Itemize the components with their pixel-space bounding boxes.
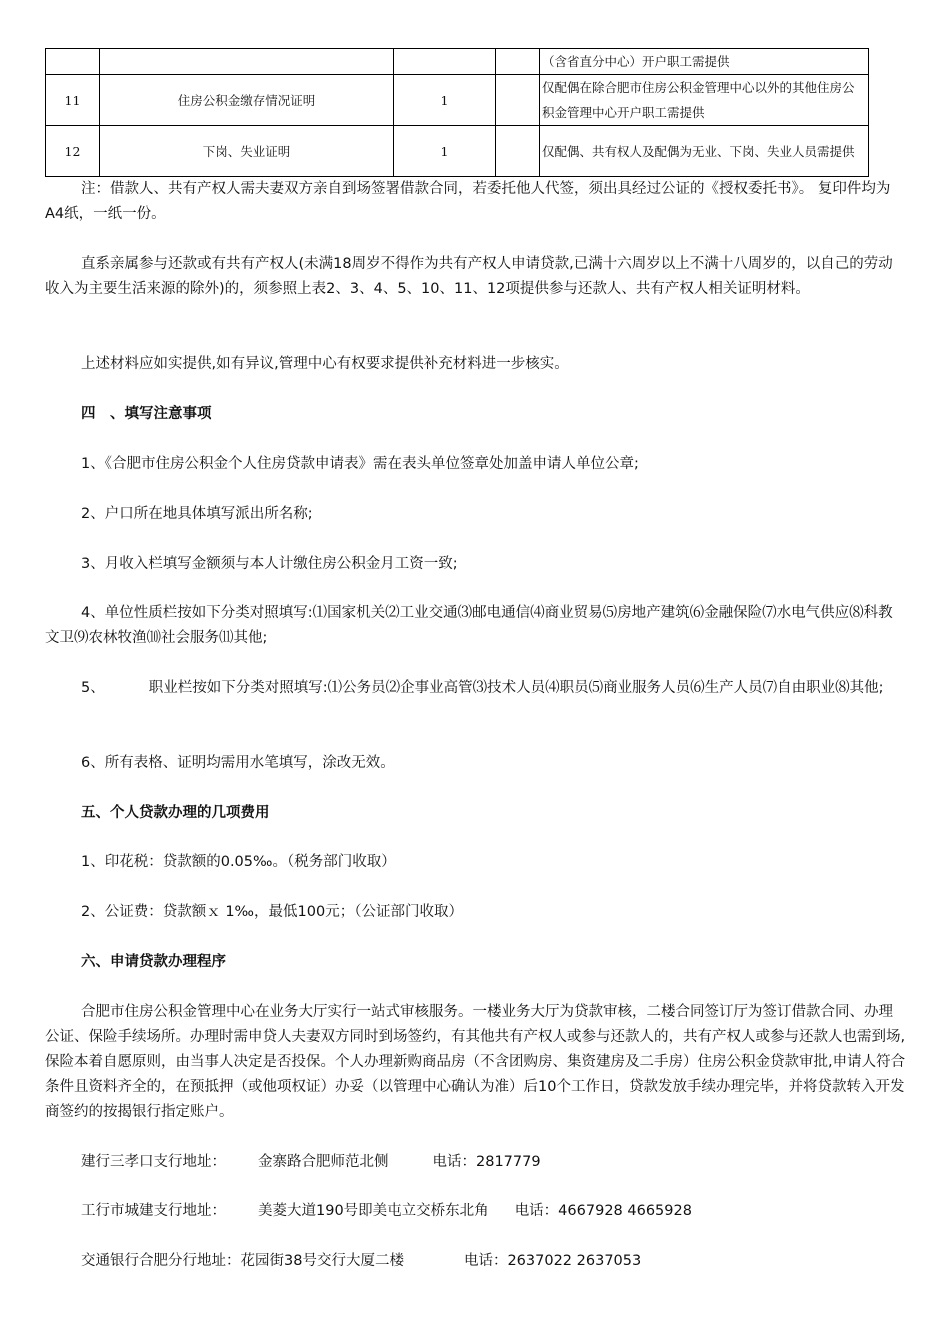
section-4-item-3: 3、月收入栏填写金额须与本人计缴住房公积金月工资一致; xyxy=(81,556,458,572)
section-5-heading: 五、个人贷款办理的几项费用 xyxy=(81,805,270,821)
bank-address: 金寨路合肥师范北侧 xyxy=(258,1154,389,1170)
bank-line xyxy=(45,1150,907,1175)
document-count: 1 xyxy=(394,75,496,126)
bank-label: 工行市城建支行地址： xyxy=(81,1203,226,1219)
section-5-item-1: 1、印花税：贷款额的0.05‰。（税务部门收取） xyxy=(81,854,396,870)
signing-note: 注：借款人、共有产权人需夫妻双方亲自到场签署借款合同，若委托他人代签，须出具经过公证的《授权委托书》。 复印件均为A4纸，一纸一份。 xyxy=(45,181,891,222)
document-name: 下岗、失业证明 xyxy=(100,126,394,177)
table-row xyxy=(46,75,869,126)
verification-paragraph: 上述材料应如实提供,如有异议,管理中心有权要求提供补充材料进一步核实。 xyxy=(81,356,569,372)
bank-line xyxy=(45,1199,907,1224)
section-5-item-2: 2、公证费：贷款额ｘ 1‰，最低100元；（公证部门收取） xyxy=(81,904,463,920)
table-row xyxy=(46,49,869,75)
bank-phone: 电话：2817779 xyxy=(432,1154,541,1170)
bank-phone: 电话：2637022 2637053 xyxy=(463,1253,642,1269)
document-note: 仅配偶在除合肥市住房公积金管理中心以外的其他住房公积金管理中心开户职工需提供 xyxy=(540,75,869,126)
table-row xyxy=(46,126,869,177)
section-4-heading: 四 、填写注意事项 xyxy=(81,406,212,422)
document-name: 住房公积金缴存情况证明 xyxy=(100,75,394,126)
extra-cell xyxy=(496,49,540,75)
section-4-item-1: 1、《合肥市住房公积金个人住房贷款申请表》需在表头单位签章处加盖申请人单位公章; xyxy=(81,456,639,472)
section-4-item-6: 6、所有表格、证明均需用水笔填写，涂改无效。 xyxy=(81,755,395,771)
section-6-heading: 六、申请贷款办理程序 xyxy=(81,954,226,970)
row-number: 11 xyxy=(46,75,100,126)
bank-phone: 电话：4667928 4665928 xyxy=(514,1203,692,1219)
section-4-item-5 xyxy=(45,676,907,701)
section-4-item-5-text: 职业栏按如下分类对照填写:⑴公务员⑵企事业高管⑶技术人员⑷职员⑸商业服务人员⑹生产人员⑺自由职业⑻其他; xyxy=(148,680,884,696)
requirements-table xyxy=(45,48,869,177)
document-count: 1 xyxy=(394,126,496,177)
bank-address: 花园街38号交行大厦二楼 xyxy=(240,1253,404,1269)
bank-label: 交通银行合肥分行地址： xyxy=(81,1253,241,1269)
extra-cell xyxy=(496,126,540,177)
document-name xyxy=(100,49,394,75)
section-4-item-2: 2、户口所在地具体填写派出所名称; xyxy=(81,506,313,522)
relatives-paragraph: 直系亲属参与还款或有共有产权人(未满18周岁不得作为共有产权人申请贷款,已满十六周岁以上不满十八周岁的，以自己的劳动收入为主要生活来源的除外)的，须参照上表2、3、4、5、10、11、12项提供参与还款人、共有产权人相关证明材料。 xyxy=(45,256,893,297)
section-4-item-5-number: 5、 xyxy=(81,680,105,696)
row-number: 12 xyxy=(46,126,100,177)
section-6-body: 合肥市住房公积金管理中心在业务大厅实行一站式审核服务。一楼业务大厅为贷款审核，二楼合同签订厅为签订借款合同、办理公证、保险手续场所。办理时需申贷人夫妻双方同时到场签约，有其他共有产权人或参与还款人的，共有产权人或参与还款人也需到场,保险本着自愿原则，由当事人决定是否投保。个人办理新购商品房（不含团购房、集资建房及二手房）住房公积金贷款审批,申请人符合条件且资料齐全的，在预抵押（或他项权证）办妥（以管理中心确认为准）后10个工作日，贷款发放手续办理完毕，并将贷款转入开发商签约的按揭银行指定账户。 xyxy=(45,1004,906,1120)
document-note: 仅配偶、共有权人及配偶为无业、下岗、失业人员需提供 xyxy=(540,126,869,177)
bank-address: 美菱大道190号即美屯立交桥东北角 xyxy=(258,1203,489,1219)
extra-cell xyxy=(496,75,540,126)
document-note: （含省直分中心）开户职工需提供 xyxy=(540,49,869,75)
row-number xyxy=(46,49,100,75)
bank-label: 建行三孝口支行地址： xyxy=(81,1154,226,1170)
bank-line xyxy=(45,1249,907,1274)
document-count xyxy=(394,49,496,75)
section-4-item-4: 4、单位性质栏按如下分类对照填写:⑴国家机关⑵工业交通⑶邮电通信⑷商业贸易⑸房地产建筑⑹金融保险⑺水电气供应⑻科教文卫⑼农林牧渔⑽社会服务⑾其他; xyxy=(45,605,893,646)
